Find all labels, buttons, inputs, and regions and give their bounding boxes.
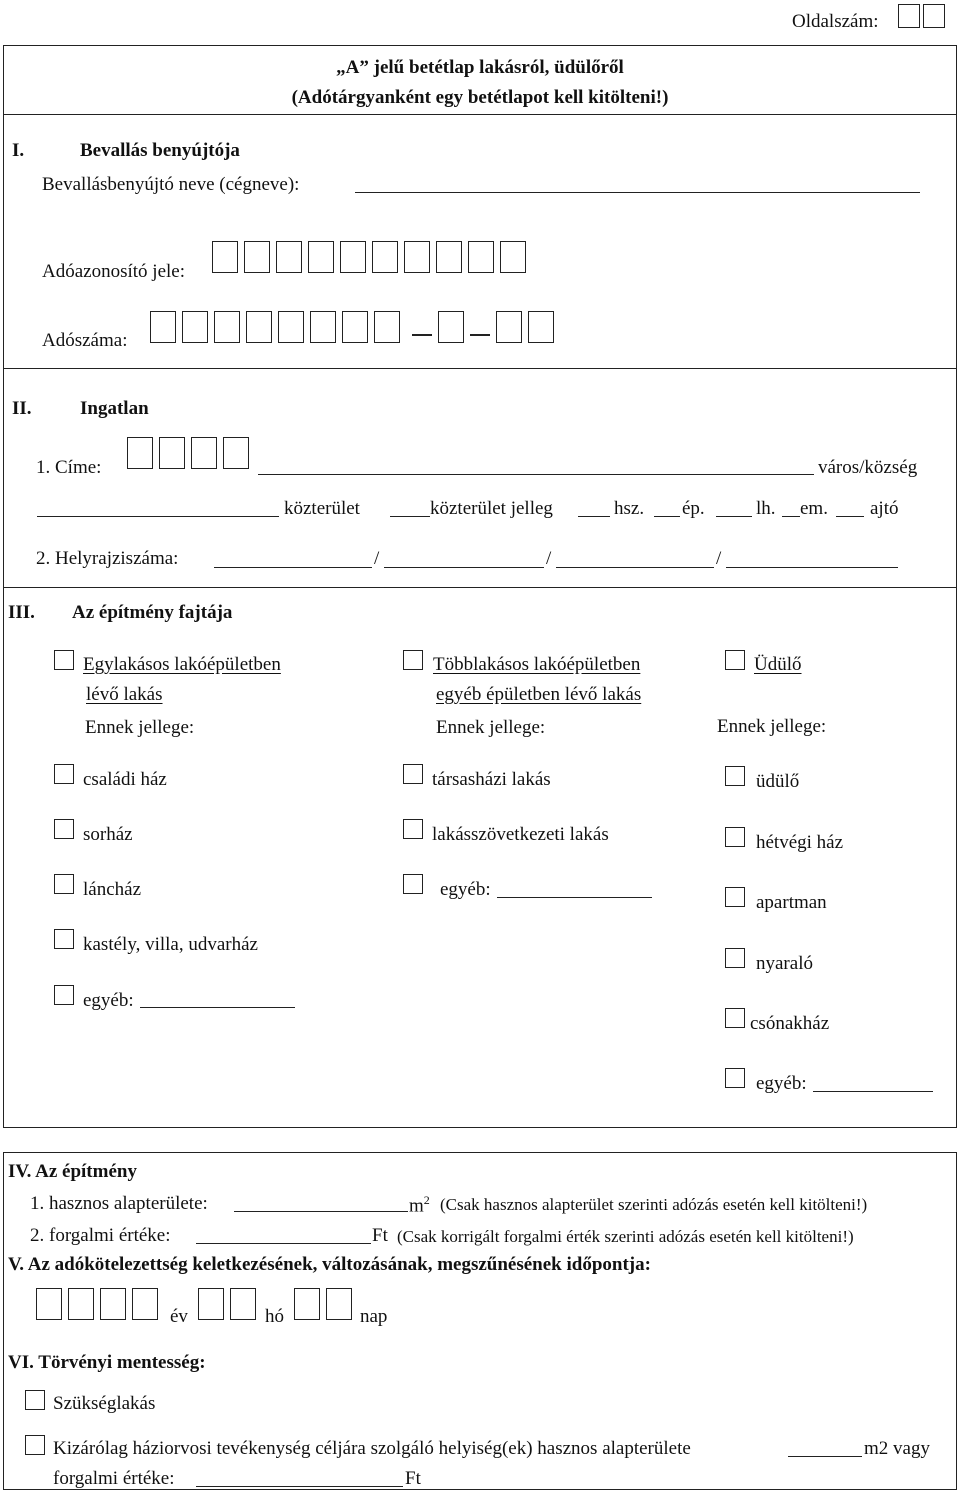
useful-area-label: 1. hasznos alapterülete: [30,1193,208,1214]
col2-other-field[interactable] [497,897,652,898]
market-value-note: (Csak korrigált forgalmi érték szerinti adózás esetén kell kitölteni!) [397,1227,854,1246]
door-label: ajtó [870,498,899,519]
col3-character-label: Ennek jellege: [717,716,827,737]
checkbox-multi-unit-dwelling[interactable] [403,650,423,670]
option-villa: kastély, villa, udvarház [83,934,258,955]
date-day-boxes[interactable] [294,1288,358,1320]
filer-name-field[interactable] [355,192,920,193]
building-field[interactable] [654,516,680,517]
option-apartment: apartman [756,892,827,913]
option-col3-other: egyéb: [756,1073,807,1094]
option-boathouse: csónakház [750,1013,830,1034]
gp-value-unit: Ft [405,1468,421,1489]
useful-area-unit: $m^2$ [409,1193,430,1217]
col1-other-field[interactable] [140,1007,295,1008]
col3-other-field[interactable] [813,1091,933,1092]
useful-area-field[interactable] [234,1211,408,1212]
option-emergency-housing: Szükséglakás [53,1393,156,1414]
parcel-separator-3: / [716,548,722,569]
tax-id-boxes[interactable] [212,241,532,273]
tax-number-vat-box[interactable] [438,311,470,343]
col3-heading: Üdülő [754,654,802,675]
market-value-label: 2. forgalmi értéke: [30,1225,171,1246]
parcel-label: 2. Helyrajziszáma: [36,548,179,569]
form-title: „A” jelű betétlap lakásról, üdülőről [336,57,624,78]
col1-heading-2: lévő lakás [86,684,163,705]
checkbox-family-house[interactable] [54,764,74,784]
street-label: közterület [284,498,360,519]
col1-character-label: Ennek jellege: [85,717,195,738]
checkbox-col1-other[interactable] [54,985,74,1005]
gp-value-field[interactable] [196,1486,403,1487]
option-summer-house: nyaraló [756,953,813,974]
parcel-field-3[interactable] [556,567,714,568]
house-number-label: hsz. [614,498,645,519]
tax-number-dash-2 [470,334,490,336]
tax-number-dash-1 [412,334,432,336]
gp-area-field[interactable] [788,1456,862,1457]
checkbox-gp-practice[interactable] [25,1435,45,1455]
option-condominium: társasházi lakás [432,769,551,790]
tax-number-county-boxes[interactable] [496,311,560,343]
checkbox-summer-house[interactable] [725,948,745,968]
checkbox-villa[interactable] [54,929,74,949]
date-year-boxes[interactable] [36,1288,164,1320]
option-holiday-resort: üdülő [756,771,800,792]
parcel-separator-1: / [374,548,380,569]
option-chain-house: láncház [83,879,142,900]
year-label: év [170,1306,188,1327]
section-4-title: IV. Az építmény [8,1161,137,1182]
checkbox-single-family-dwelling[interactable] [54,650,74,670]
door-field[interactable] [836,516,864,517]
section-6-title: VI. Törvényi mentesség: [8,1352,206,1373]
option-row-house: sorház [83,824,133,845]
section-2-title: Ingatlan [80,398,149,419]
address-label: 1. Címe: [36,457,102,478]
parcel-field-1[interactable] [214,567,372,568]
street-name-field[interactable] [37,516,279,517]
section-3-title: Az építmény fajtája [72,602,233,623]
house-number-field[interactable] [578,516,610,517]
option-family-house: családi ház [83,769,167,790]
street-type-label: közterület jelleg [430,498,553,519]
city-field[interactable] [258,474,814,475]
option-housing-cooperative: lakásszövetkezeti lakás [432,824,609,845]
street-type-field[interactable] [390,516,430,517]
tax-id-label: Adóazonosító jele: [42,261,185,282]
checkbox-col3-other[interactable] [725,1068,745,1088]
parcel-field-4[interactable] [726,567,898,568]
option-gp-practice: Kizárólag háziorvosi tevékenység céljára szolgáló helyiség(ek) hasznos alapterülete [53,1438,691,1459]
staircase-label: lh. [756,498,776,519]
market-value-unit: Ft [372,1225,388,1246]
parcel-field-2[interactable] [384,567,544,568]
staircase-field[interactable] [716,516,752,517]
checkbox-condominium[interactable] [403,764,423,784]
checkbox-holiday-resort[interactable] [725,766,745,786]
option-weekend-house: hétvégi ház [756,832,844,853]
tax-number-boxes[interactable] [150,311,406,343]
tax-number-label: Adószáma: [42,330,128,351]
useful-area-note: (Csak hasznos alapterület szerinti adózás esetén kell kitölteni!) [440,1195,868,1214]
section-2-number: II. [12,398,32,419]
checkbox-row-house[interactable] [54,819,74,839]
building-label: ép. [682,498,705,519]
postal-code-boxes[interactable] [127,437,255,469]
page-number-label: Oldalszám: [792,11,879,32]
gp-value-label: forgalmi értéke: [53,1468,175,1489]
checkbox-housing-cooperative[interactable] [403,819,423,839]
option-col1-other: egyéb: [83,990,134,1011]
checkbox-emergency-housing[interactable] [25,1390,45,1410]
checkbox-col2-other[interactable] [403,874,423,894]
col1-heading-1: Egylakásos lakóépületben [83,654,281,675]
city-suffix: város/község [818,457,918,478]
gp-area-unit: m2 vagy [864,1438,930,1459]
market-value-field[interactable] [196,1243,371,1244]
floor-field[interactable] [782,516,800,517]
option-col2-other: egyéb: [440,879,491,900]
checkbox-weekend-house[interactable] [725,827,745,847]
page-number-box-2[interactable] [923,4,945,28]
checkbox-boathouse[interactable] [725,1008,745,1028]
month-label: hó [265,1306,284,1327]
section-1-number: I. [12,140,25,161]
col2-character-label: Ennek jellege: [436,717,546,738]
date-month-boxes[interactable] [198,1288,262,1320]
form-subtitle: (Adótárgyanként egy betétlapot kell kitölteni!) [291,87,669,108]
col2-heading-1: Többlakásos lakóépületben [433,654,641,675]
section-3-number: III. [8,602,35,623]
col2-heading-2: egyéb épületben lévő lakás [436,684,642,705]
page-number-box-1[interactable] [898,4,920,28]
checkbox-holiday-home[interactable] [725,650,745,670]
floor-label: em. [800,498,828,519]
section-1-title: Bevallás benyújtója [80,140,240,161]
parcel-separator-2: / [546,548,552,569]
filer-name-label: Bevallásbenyújtó neve (cégneve): [42,174,300,195]
checkbox-chain-house[interactable] [54,874,74,894]
checkbox-apartment[interactable] [725,887,745,907]
day-label: nap [360,1306,388,1327]
section-5-title: V. Az adókötelezettség keletkezésének, változásának, megszűnésének időpontja: [8,1254,651,1275]
